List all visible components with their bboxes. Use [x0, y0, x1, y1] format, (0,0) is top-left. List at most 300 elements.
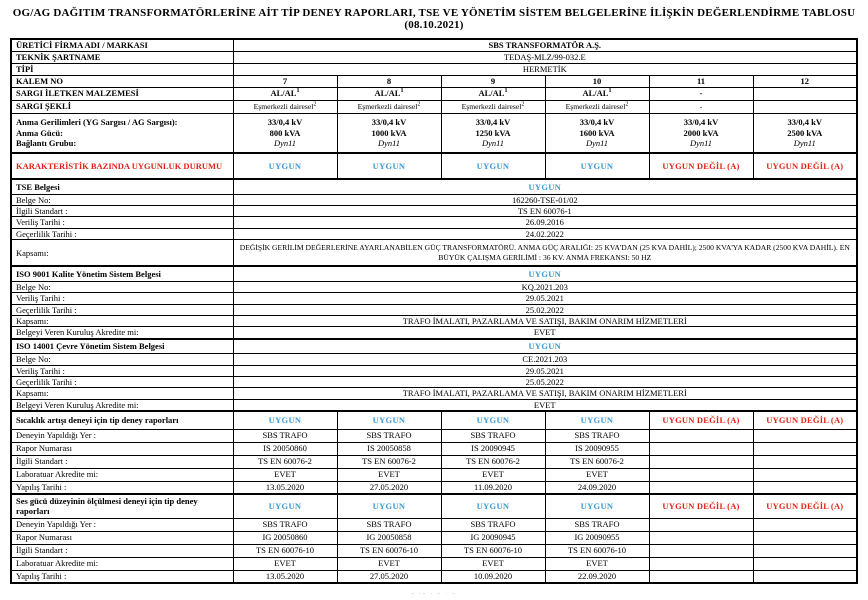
- cell-line: 800 kVA: [269, 127, 301, 138]
- cell-text: EVET: [586, 469, 608, 480]
- row-label: Veriliş Tarihi :: [11, 217, 233, 228]
- cell-text: SBS TRAFO: [574, 430, 620, 441]
- row-label: TEKNİK ŞARTNAME: [11, 51, 233, 63]
- cell-text: 11: [696, 75, 706, 86]
- cell-text: IG 20090955: [574, 532, 620, 543]
- cell-value: EVET: [233, 399, 857, 411]
- cell-value: [753, 481, 857, 494]
- cell-text: SBS TRAFO: [262, 430, 308, 441]
- row-label: TSE Belgesi: [11, 179, 233, 194]
- footnote-superscript: 1: [504, 88, 508, 95]
- cell-line: 33/0,4 kV: [475, 117, 511, 128]
- footnote-superscript: 2: [417, 101, 421, 108]
- cell-text: 8: [386, 75, 392, 86]
- row-label: Yapılış Tarihi :: [11, 570, 233, 583]
- cell-value: [649, 442, 753, 455]
- cell-text: UYGUN: [476, 501, 510, 512]
- row-label: Kapsamı:: [11, 239, 233, 266]
- cell-value: [753, 75, 857, 87]
- cell-value: [649, 557, 753, 570]
- cell-text: 9: [490, 75, 496, 86]
- cell-line: 33/0,4 kV: [787, 117, 823, 128]
- cell-value: [545, 442, 649, 455]
- table-row: [11, 316, 857, 327]
- cell-text: -: [699, 101, 703, 111]
- row-label: Geçerlilik Tarihi :: [11, 228, 233, 239]
- cell-value: EVET: [233, 327, 857, 339]
- cell-text: SBS TRAFO: [470, 430, 516, 441]
- cell-value: [233, 87, 337, 100]
- cell-text: IG 20090945: [470, 532, 516, 543]
- cell-text: Eşmerkezli dairesel: [565, 101, 626, 111]
- cell-line: 1000 kVA: [371, 127, 407, 138]
- cell-text: UYGUN DEĞİL (A): [662, 160, 740, 171]
- cell-value: [649, 544, 753, 557]
- cell-line: 1250 kVA: [475, 127, 511, 138]
- table-row: [11, 388, 857, 399]
- cell-line: Dyn11: [689, 137, 713, 148]
- table-row: [11, 531, 857, 544]
- cell-value: [337, 481, 441, 494]
- table-row: [11, 354, 857, 365]
- table-row: [11, 179, 857, 194]
- row-label: ÜRETİCİ FİRMA ADI / MARKASI: [11, 39, 233, 51]
- cell-line: Dyn11: [793, 137, 816, 148]
- cell-value: CE.2021.203: [233, 354, 857, 365]
- cell-line: Dyn11: [273, 137, 297, 148]
- cell-text: TS EN 60076-10: [567, 545, 627, 556]
- cell-value: [649, 570, 753, 583]
- row-label: Laboratuar Akredite mi:: [11, 468, 233, 481]
- footnote-superscript: 1: [400, 88, 404, 95]
- cell-text: IG 20050860: [262, 532, 308, 543]
- cell-line: 1600 kVA: [579, 127, 615, 138]
- cell-value: [753, 455, 857, 468]
- row-label: İlgili Standart :: [11, 544, 233, 557]
- table-row: [11, 455, 857, 468]
- cell-text: SBS TRAFO: [470, 519, 516, 530]
- status-cell: [753, 494, 857, 518]
- cell-value: DEĞİŞİK GERİLİM DEĞERLERİNE AYARLANABİLEN GÜÇ TRANSFORMATÖRÜ. ANMA GÜÇ ARALIĞI: 25 KVA'DAN (25 KVA DAHİL); 2500 KVA'YA KADAR (2500 KVA DAHİL). EN BÜYÜK ÇALIŞMA GERİLİMİ : 36 KV. ANMA FREKANSI: 50 HZ: [233, 239, 857, 266]
- footnote-superscript: 2: [625, 101, 629, 108]
- table-row: [11, 205, 857, 216]
- cell-line: 2000 kVA: [683, 127, 719, 138]
- cell-text: TS EN 60076-2: [466, 456, 520, 467]
- row-label: TİPİ: [11, 63, 233, 75]
- cell-value: [441, 544, 545, 557]
- cell-text: UYGUN: [372, 160, 406, 171]
- row-label: Veriliş Tarihi :: [11, 365, 233, 376]
- cell-text: 27.05.2020: [369, 482, 409, 493]
- cell-value: [233, 113, 337, 153]
- footnote-superscript: 2: [521, 101, 525, 108]
- cell-value: [753, 518, 857, 531]
- status-cell: UYGUN: [233, 266, 857, 281]
- cell-text: UYGUN: [268, 160, 302, 171]
- cell-line: 2500 kVA: [787, 127, 823, 138]
- cell-text: UYGUN DEĞİL (A): [766, 415, 844, 426]
- table-row: [11, 194, 857, 205]
- cell-value: [649, 531, 753, 544]
- cell-value: [649, 100, 753, 113]
- cell-value: [233, 429, 337, 442]
- cell-value: TRAFO İMALATI, PAZARLAMA VE SATIŞI, BAKIM ONARIM HİZMETLERİ: [233, 316, 857, 327]
- cell-value: [441, 100, 545, 113]
- cell-text: UYGUN: [476, 160, 510, 171]
- cell-value: [337, 113, 441, 153]
- table-row: [11, 339, 857, 354]
- table-row: [11, 153, 857, 179]
- cell-text: 10: [592, 75, 602, 86]
- row-label: Belge No:: [11, 354, 233, 365]
- status-cell: [545, 411, 649, 429]
- cell-value: 26.09.2016: [233, 217, 857, 228]
- cell-value: [441, 557, 545, 570]
- status-cell: [649, 411, 753, 429]
- cell-value: HERMETİK: [233, 63, 857, 75]
- evaluation-table: [10, 38, 858, 584]
- row-label: İlgili Standart :: [11, 455, 233, 468]
- footnote-superscript: 2: [313, 101, 317, 108]
- table-row: [11, 365, 857, 376]
- status-cell: [233, 411, 337, 429]
- cell-value: [753, 113, 857, 153]
- row-label: Rapor Numarası: [11, 442, 233, 455]
- status-cell: [337, 153, 441, 179]
- status-cell: [233, 153, 337, 179]
- cell-text: 24.09.2020: [577, 482, 617, 493]
- status-cell: [337, 411, 441, 429]
- cell-value: [545, 455, 649, 468]
- table-row: [11, 75, 857, 87]
- cell-value: [649, 113, 753, 153]
- row-label: Deneyin Yapıldığı Yer :: [11, 518, 233, 531]
- row-label: Geçerlilik Tarihi :: [11, 376, 233, 387]
- cell-value: KQ.2021.203: [233, 281, 857, 292]
- table-row: [11, 494, 857, 518]
- row-label: Yapılış Tarihi :: [11, 481, 233, 494]
- cell-text: EVET: [378, 469, 400, 480]
- cell-value: [753, 544, 857, 557]
- cell-value: [233, 544, 337, 557]
- cell-value: [545, 481, 649, 494]
- cell-text: 13.05.2020: [265, 482, 305, 493]
- table-row: [11, 304, 857, 315]
- status-cell: [753, 153, 857, 179]
- status-cell: [441, 494, 545, 518]
- status-cell: [649, 494, 753, 518]
- status-cell: [649, 153, 753, 179]
- row-label: Laboratuar Akredite mi:: [11, 557, 233, 570]
- cell-line: 33/0,4 kV: [371, 117, 407, 128]
- cell-value: [649, 455, 753, 468]
- cell-value: [337, 87, 441, 100]
- cell-text: UYGUN: [476, 415, 510, 426]
- table-row: [11, 399, 857, 411]
- row-label: Sıcaklık artışı deneyi için tip deney raporları: [11, 411, 233, 429]
- cell-value: [545, 429, 649, 442]
- cell-value: [649, 429, 753, 442]
- cell-line: Dyn11: [377, 137, 401, 148]
- status-cell: [337, 494, 441, 518]
- cell-text: Eşmerkezli dairesel: [253, 101, 314, 111]
- cell-text: IS 20050860: [263, 443, 307, 454]
- cell-value: [545, 544, 649, 557]
- cell-value: [545, 570, 649, 583]
- table-row: [11, 376, 857, 387]
- cell-value: SBS TRANSFORMATÖR A.Ş.: [233, 39, 857, 51]
- cell-text: EVET: [274, 469, 296, 480]
- cell-value: [441, 468, 545, 481]
- cell-value: [649, 87, 753, 100]
- cell-text: UYGUN: [580, 160, 614, 171]
- cell-value: [649, 75, 753, 87]
- cell-text: UYGUN: [372, 415, 406, 426]
- cell-value: [337, 455, 441, 468]
- row-label: Belgeyi Veren Kuruluş Akredite mi:: [11, 399, 233, 411]
- cell-line: 33/0,4 kV: [267, 117, 303, 128]
- table-row: [11, 429, 857, 442]
- cell-text: AL/AL: [582, 88, 609, 99]
- row-label: SARGI İLETKEN MALZEMESİ: [11, 87, 233, 100]
- row-label: Rapor Numarası: [11, 531, 233, 544]
- table-row: [11, 293, 857, 304]
- cell-value: [337, 531, 441, 544]
- cell-text: 22.09.2020: [577, 571, 617, 582]
- cell-value: [233, 75, 337, 87]
- table-row: [11, 518, 857, 531]
- cell-value: TEDAŞ-MLZ/99-032.E: [233, 51, 857, 63]
- cell-value: [441, 531, 545, 544]
- cell-value: 162260-TSE-01/02: [233, 194, 857, 205]
- cell-text: IS 20090955: [575, 443, 619, 454]
- cell-value: [337, 75, 441, 87]
- cell-text: IS 20050858: [367, 443, 411, 454]
- cell-value: [441, 570, 545, 583]
- cell-text: SBS TRAFO: [262, 519, 308, 530]
- table-row: [11, 217, 857, 228]
- cell-text: 12: [800, 75, 810, 86]
- table-row: [11, 570, 857, 583]
- cell-text: EVET: [378, 558, 400, 569]
- cell-text: 11.09.2020: [474, 482, 512, 493]
- cell-text: AL/AL: [478, 88, 505, 99]
- cell-value: [753, 531, 857, 544]
- cell-value: [441, 481, 545, 494]
- cell-value: [441, 442, 545, 455]
- cell-value: 25.02.2022: [233, 304, 857, 315]
- cell-value: [545, 518, 649, 531]
- table-row: [11, 266, 857, 281]
- cell-value: [753, 570, 857, 583]
- cell-text: IS 20090945: [471, 443, 515, 454]
- cell-text: 7: [282, 75, 288, 86]
- cell-value: [545, 113, 649, 153]
- cell-text: UYGUN DEĞİL (A): [766, 501, 844, 512]
- cell-value: [545, 557, 649, 570]
- cell-value: [337, 468, 441, 481]
- cell-text: UYGUN: [268, 415, 302, 426]
- table-row: [11, 63, 857, 75]
- cell-line: 33/0,4 kV: [683, 117, 719, 128]
- cell-text: 10.09.2020: [473, 571, 513, 582]
- cell-value: 25.05.2022: [233, 376, 857, 387]
- cell-value: 29.05.2021: [233, 293, 857, 304]
- table-row: [11, 327, 857, 339]
- row-label-line: Bağlantı Grubu:: [16, 137, 77, 148]
- cell-value: [545, 100, 649, 113]
- table-row: [11, 39, 857, 51]
- cell-text: Eşmerkezli dairesel: [357, 101, 418, 111]
- cell-text: EVET: [482, 469, 504, 480]
- cell-text: UYGUN: [580, 501, 614, 512]
- table-row: [11, 544, 857, 557]
- cell-value: [545, 468, 649, 481]
- cell-text: TS EN 60076-10: [463, 545, 523, 556]
- cell-text: UYGUN DEĞİL (A): [662, 415, 740, 426]
- cell-value: [649, 518, 753, 531]
- cell-value: 29.05.2021: [233, 365, 857, 376]
- table-row: [11, 468, 857, 481]
- cell-value: [753, 468, 857, 481]
- table-row: [11, 228, 857, 239]
- cell-value: [337, 518, 441, 531]
- cell-value: [753, 442, 857, 455]
- cell-value: [233, 455, 337, 468]
- row-label: Belgeyi Veren Kuruluş Akredite mi:: [11, 327, 233, 339]
- cell-text: TS EN 60076-2: [362, 456, 416, 467]
- cell-value: [545, 75, 649, 87]
- cell-value: [233, 442, 337, 455]
- cell-value: [233, 531, 337, 544]
- row-label: Kapsamı:: [11, 388, 233, 399]
- cell-value: [545, 87, 649, 100]
- table-row: [11, 51, 857, 63]
- cell-text: UYGUN DEĞİL (A): [662, 501, 740, 512]
- table-row: [11, 113, 857, 153]
- cell-value: [337, 544, 441, 557]
- evaluation-table-body: [11, 39, 857, 583]
- cell-text: IG 20050858: [366, 532, 412, 543]
- cell-value: [233, 557, 337, 570]
- cell-value: [649, 468, 753, 481]
- cell-value: [337, 100, 441, 113]
- cell-text: EVET: [586, 558, 608, 569]
- cell-text: TS EN 60076-10: [359, 545, 419, 556]
- footer-note: – ·– · – · –: [411, 592, 457, 597]
- cell-value: [441, 518, 545, 531]
- cell-value: [441, 87, 545, 100]
- row-label: Belge No:: [11, 194, 233, 205]
- cell-value: [753, 557, 857, 570]
- row-label: ISO 14001 Çevre Yönetim Sistem Belgesi: [11, 339, 233, 354]
- cell-text: UYGUN: [580, 415, 614, 426]
- row-label: Kapsamı:: [11, 316, 233, 327]
- cell-value: [441, 113, 545, 153]
- cell-text: EVET: [482, 558, 504, 569]
- cell-value: [753, 429, 857, 442]
- cell-text: EVET: [274, 558, 296, 569]
- status-cell: [441, 411, 545, 429]
- cell-text: 27.05.2020: [369, 571, 409, 582]
- cell-value: [233, 518, 337, 531]
- cell-text: SBS TRAFO: [366, 430, 412, 441]
- cell-text: TS EN 60076-10: [255, 545, 315, 556]
- status-cell: [753, 411, 857, 429]
- cell-value: [753, 87, 857, 100]
- row-label: Belge No:: [11, 281, 233, 292]
- cell-value: [753, 100, 857, 113]
- row-label: KALEM NO: [11, 75, 233, 87]
- cell-text: TS EN 60076-2: [258, 456, 312, 467]
- table-row: [11, 239, 857, 266]
- row-label: [11, 113, 233, 153]
- row-label: İlgili Standart :: [11, 205, 233, 216]
- status-cell: UYGUN: [233, 339, 857, 354]
- cell-value: [441, 75, 545, 87]
- status-cell: [441, 153, 545, 179]
- cell-text: SBS TRAFO: [574, 519, 620, 530]
- footnote-superscript: 1: [608, 88, 612, 95]
- footnote-superscript: 1: [296, 88, 300, 95]
- cell-line: Dyn11: [481, 137, 505, 148]
- cell-text: UYGUN: [372, 501, 406, 512]
- cell-value: [233, 468, 337, 481]
- status-cell: [545, 494, 649, 518]
- cell-text: UYGUN: [268, 501, 302, 512]
- row-label: Ses gücü düzeyinin ölçülmesi deneyi için tip deney raporları: [11, 494, 233, 518]
- row-label: ISO 9001 Kalite Yönetim Sistem Belgesi: [11, 266, 233, 281]
- table-row: [11, 87, 857, 100]
- cell-value: [545, 531, 649, 544]
- table-row: [11, 557, 857, 570]
- table-row: [11, 281, 857, 292]
- row-label: Geçerlilik Tarihi :: [11, 304, 233, 315]
- cell-text: TS EN 60076-2: [570, 456, 624, 467]
- table-row: [11, 100, 857, 113]
- row-label: SARGI ŞEKLİ: [11, 100, 233, 113]
- cell-value: TS EN 60076-1: [233, 205, 857, 216]
- cell-value: [337, 442, 441, 455]
- row-label-line: Anma Gücü:: [16, 127, 63, 138]
- table-row: [11, 411, 857, 429]
- cell-value: [233, 570, 337, 583]
- cell-value: [233, 100, 337, 113]
- row-label: Deneyin Yapıldığı Yer :: [11, 429, 233, 442]
- table-row: [11, 442, 857, 455]
- cell-value: [649, 481, 753, 494]
- status-cell: [233, 494, 337, 518]
- cell-value: [337, 570, 441, 583]
- page-title: OG/AG DAĞITIM TRANSFORMATÖRLERİNE AİT TİP DENEY RAPORLARI, TSE VE YÖNETİM SİSTEM BELGELERİNE İLİŞKİN DEĞERLENDİRME TABLOSU (08.10.2021): [12, 7, 856, 31]
- cell-value: TRAFO İMALATI, PAZARLAMA VE SATIŞI, BAKIM ONARIM HİZMETLERİ: [233, 388, 857, 399]
- cell-text: Eşmerkezli dairesel: [461, 101, 522, 111]
- cell-value: [441, 429, 545, 442]
- status-cell: UYGUN: [233, 179, 857, 194]
- row-label: Veriliş Tarihi :: [11, 293, 233, 304]
- cell-text: -: [699, 88, 703, 99]
- cell-value: [337, 429, 441, 442]
- cell-text: AL/AL: [270, 88, 297, 99]
- cell-value: [233, 481, 337, 494]
- cell-text: AL/AL: [374, 88, 401, 99]
- row-label: KARAKTERİSTİK BAZINDA UYGUNLUK DURUMU: [11, 153, 233, 179]
- cell-value: [337, 557, 441, 570]
- row-label-line: Anma Gerilimleri (YG Sargısı / AG Sargısı):: [16, 117, 178, 128]
- cell-value: [441, 455, 545, 468]
- cell-text: UYGUN DEĞİL (A): [766, 160, 844, 171]
- status-cell: [545, 153, 649, 179]
